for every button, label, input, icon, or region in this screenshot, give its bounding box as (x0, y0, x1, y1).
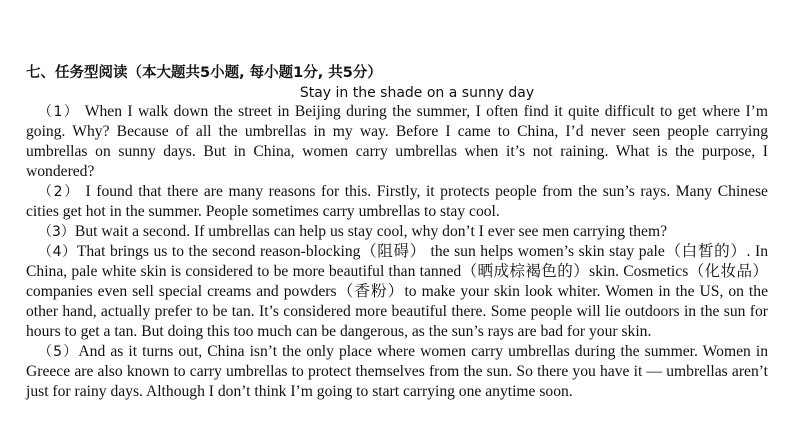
paragraph-text: I found that there are many reasons for this. Firstly, it protects people from the sun’s rays. Many Chinese cities get hot in the summer. People sometimes carry umbrellas to stay cool. (26, 183, 768, 220)
paragraph-text: But wait a second. If umbrellas can help us stay cool, why don’t I ever see men carrying them? (74, 223, 668, 240)
paragraph-number: （1） (38, 104, 80, 120)
paragraph-number: （4） (38, 244, 77, 260)
paragraph-2 (26, 182, 768, 222)
paragraph-text: When I walk down the street in Beijing during the summer, I often find it quite difficult to get where I’m going. Why? Because of all the umbrellas in my way. Before I came to China, I’d never seen people carrying umbrellas on sunny days. But in China, women carry umbrellas when it’s not raining. What is the purpose, I wondered? (26, 103, 768, 180)
article-title: Stay in the shade on a sunny day (299, 85, 535, 101)
paragraph-number: （2） (38, 184, 80, 200)
paragraph-number: （5） (38, 344, 79, 360)
paragraph-text: And as it turns out, China isn’t the only place where women carry umbrellas during the summer. Women in Greece are also known to carry umbrellas to protect themselves from the sun. So there you have it — umbrellas aren’t just for rainy days. Although I don’t think I’m going to start carrying one anytime soon. (26, 343, 768, 400)
paragraph-4 (26, 242, 768, 342)
paragraph-3 (26, 222, 768, 242)
paragraph-1 (26, 102, 768, 182)
paragraph-number: （3） (38, 224, 75, 240)
paragraph-text: That brings us to the second reason-blocking（阻碍） the sun helps women’s skin stay pale（白皙的）. In China, pale white skin is considered to be more beautiful than tanned（晒成棕褐色的）skin. Cosmetics（化妆品）companies even sell special creams and powders（香粉）to make your skin look whiter. Women in the US, on the other hand, actually prefer to be tan. It’s considered more beautiful there. Some people will lie outdoors in the sun for hours to get a tan. But doing this too much can be dangerous, as the sun’s rays are bad for your skin. (26, 243, 768, 340)
paragraph-5 (26, 342, 768, 402)
section-heading: 七、任务型阅读（本大题共5小题, 每小题1分, 共5分） (26, 65, 382, 81)
